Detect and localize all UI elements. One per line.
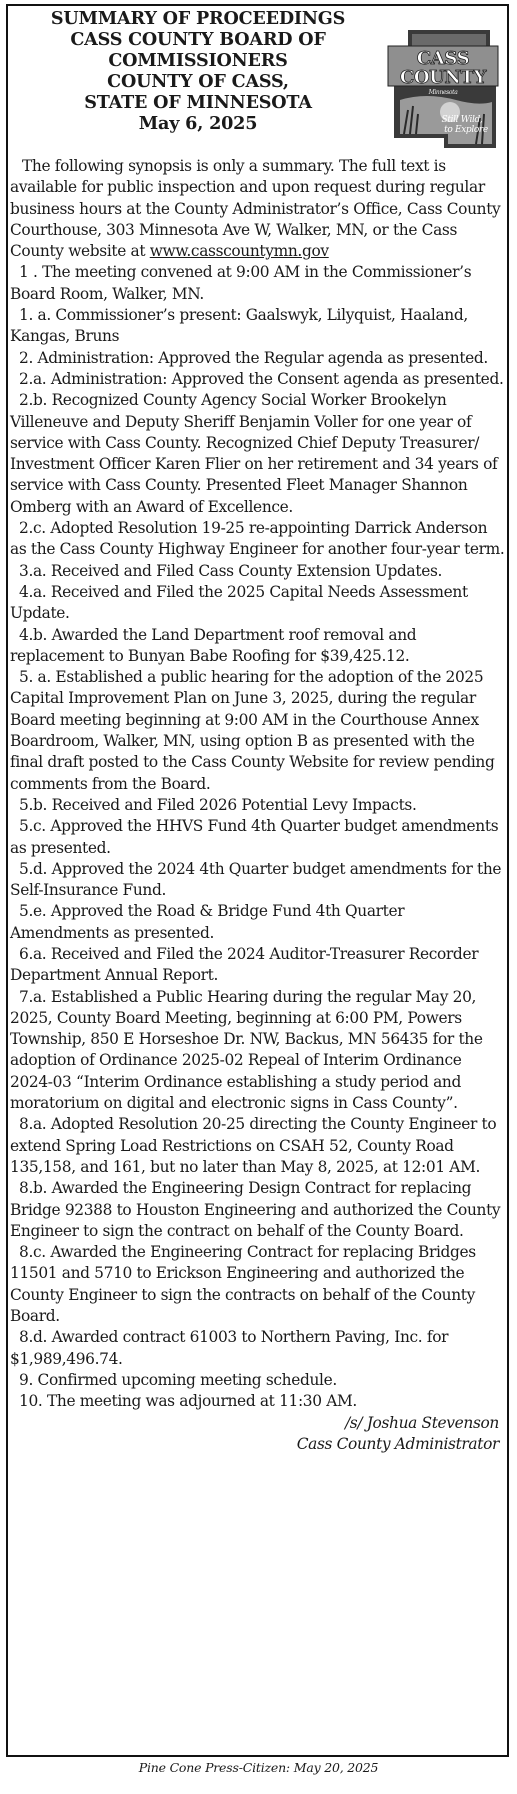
logo-tagline-1: Still Wild, <box>441 115 483 125</box>
proceeding-item: 8.b. Awarded the Engineering Design Contract for replacing Bridge 92388 to Houston Engineering and authorized the County Engineer to sign the contract on behalf of the County Board. <box>10 1179 501 1240</box>
proceeding-item: 4.a. Received and Filed the 2025 Capital Needs Assessment Update. <box>10 582 468 623</box>
proceeding-item: 1 . The meeting convened at 9:00 AM in the Commissioner’s Board Room, Walker, MN. <box>10 263 472 303</box>
logo-line-1: CASS <box>416 48 470 69</box>
signature-title: Cass County Administrator <box>296 1434 499 1453</box>
intro-text: The following synopsis is only a summary. The full text is available for public inspection and upon request during regular business hours at the County Administrator’s Office, Cass County Courthouse, 303 Minnesota Ave W, Walker, MN, or the Cass County website at <box>10 157 501 261</box>
meeting-date: May 6, 2025 <box>138 113 258 134</box>
logo-tagline-2: to Explore <box>444 125 488 135</box>
proceedings-list <box>10 262 505 1412</box>
title-line: SUMMARY OF PROCEEDINGS <box>50 8 346 29</box>
title-line: STATE OF MINNESOTA <box>84 92 312 113</box>
proceeding-item: 5.e. Approved the Road & Bridge Fund 4th Quarter Amendments as presented. <box>10 902 405 942</box>
proceeding-item: 7.a. Established a Public Hearing during the regular May 20, 2025, County Board Meeting, beginning at 6:00 PM, Powers Township, 850 E Horseshoe Dr. NW, Backus, MN 56435 for the adoption of Ordinance 2025-02 Repeal of Interim Ordinance 2024-03 “Interim Ordinance establishing a study period and moratorium on digital and electronic signs in Cass County”. <box>10 987 483 1113</box>
proceeding-item: 2.a. Administration: Approved the Consent agenda as presented. <box>19 369 504 388</box>
notice-title <box>10 8 386 134</box>
logo-line-2: COUNTY <box>399 67 487 88</box>
title-line: COMMISSIONERS <box>108 50 288 71</box>
proceeding-item: 2.c. Adopted Resolution 19-25 re-appointing Darrick Anderson as the Cass County Highway Engineer for another four-year term. <box>10 519 505 559</box>
cass-county-logo <box>386 26 500 152</box>
title-line: CASS COUNTY BOARD OF <box>70 29 326 50</box>
proceeding-item: 8.a. Adopted Resolution 20-25 directing the County Engineer to extend Spring Load Restrictions on CSAH 52, County Road 135,158, and 161, but no later than May 8, 2025, at 12:01 AM. <box>10 1115 497 1176</box>
proceeding-item: 6.a. Received and Filed the 2024 Auditor-Treasurer Recorder Department Annual Report. <box>10 944 479 985</box>
proceeding-item: 1. a. Commissioner’s present: Gaalswyk, Lilyquist, Haaland, Kangas, Bruns <box>10 306 468 346</box>
proceeding-item: 8.d. Awarded contract 61003 to Northern Paving, Inc. for $1,989,496.74. <box>10 1328 449 1368</box>
proceeding-item: 2. Administration: Approved the Regular agenda as presented. <box>19 348 488 367</box>
proceeding-item: 10. The meeting was adjourned at 11:30 AM. <box>19 1392 357 1411</box>
proceeding-item: 8.c. Awarded the Engineering Contract for replacing Bridges 11501 and 5710 to Erickson Engineering and authorized the County Engineer to sign the contracts on behalf of the County Board. <box>10 1243 476 1326</box>
proceeding-item: 4.b. Awarded the Land Department roof removal and replacement to Bunyan Babe Roofing for $39,425.12. <box>10 625 417 665</box>
logo-state: Minnesota <box>428 89 458 96</box>
proceeding-item: 5.d. Approved the 2024 4th Quarter budget amendments for the Self-Insurance Fund. <box>10 859 502 900</box>
notice-header <box>10 8 505 156</box>
proceeding-item: 5.c. Approved the HHVS Fund 4th Quarter budget amendments as presented. <box>10 817 499 857</box>
proceeding-item: 5.b. Received and Filed 2026 Potential Levy Impacts. <box>19 795 417 814</box>
proceeding-item: 3.a. Received and Filed Cass County Extension Updates. <box>19 561 443 580</box>
proceeding-item: 9. Confirmed upcoming meeting schedule. <box>19 1370 337 1389</box>
proceeding-item: 5. a. Established a public hearing for the adoption of the 2025 Capital Improvement Plan on June 3, 2025, during the regular Board meeting beginning at 9:00 AM in the Courthouse Annex Boardroom, Walker, MN, using option B as presented with the final draft posted to the Cass County Website for review pending comments from the Board. <box>10 668 495 793</box>
notice-content <box>10 8 505 1455</box>
title-line: COUNTY OF CASS, <box>107 71 289 92</box>
publication-credit: Pine Cone Press-Citizen: May 20, 2025 <box>138 1760 379 1775</box>
proceeding-item: 2.b. Recognized County Agency Social Worker Brookelyn Villeneuve and Deputy Sheriff Benjamin Voller for one year of service with Cass County. Recognized Chief Deputy Treasurer/ Investment Officer Karen Flier on her retirement and 34 years of service with Cass County. Presented Fleet Manager Shannon Omberg with an Award of Excellence. <box>10 391 498 516</box>
county-website-link[interactable]: www.casscountymn.gov <box>149 242 329 261</box>
signature-name: /s/ Joshua Stevenson <box>344 1413 499 1432</box>
intro-paragraph <box>10 156 505 262</box>
